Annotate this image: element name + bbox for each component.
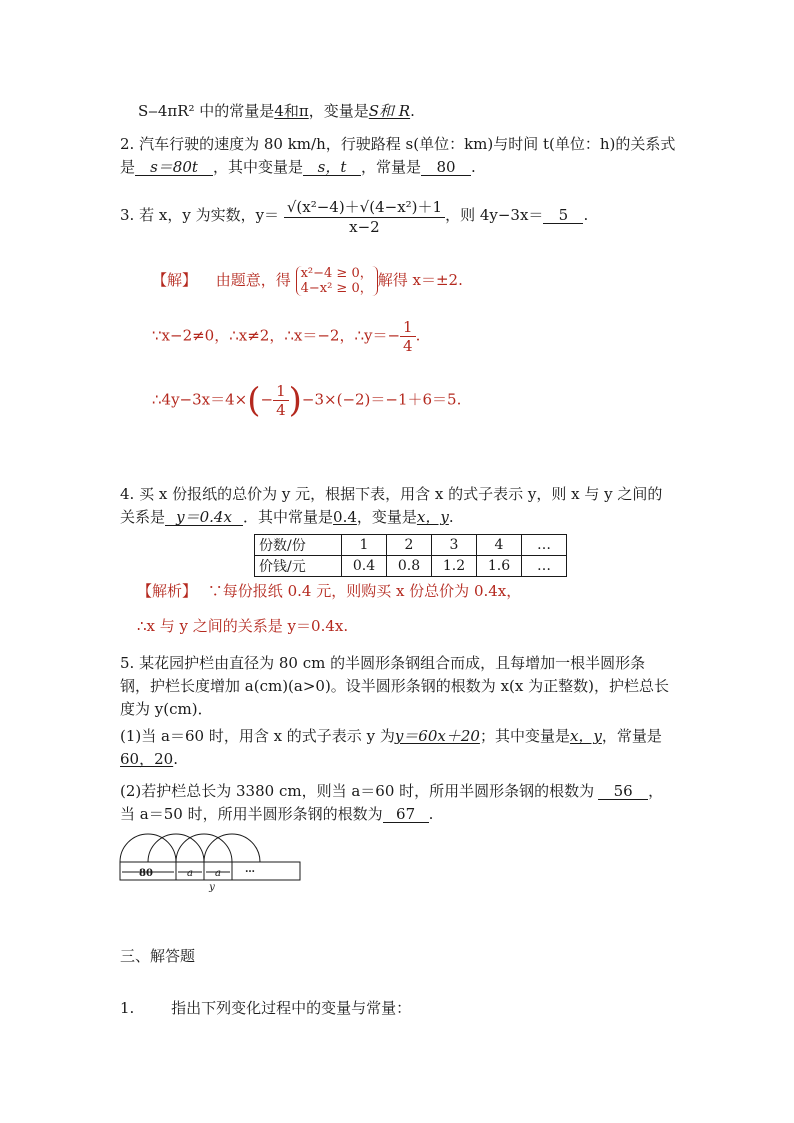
table-cell: …	[522, 535, 567, 556]
q4-line2	[120, 506, 454, 527]
q4-answer-relation: y＝0.4x	[165, 509, 243, 526]
q3-step2-end: .	[415, 326, 421, 345]
table-row	[255, 535, 567, 556]
q3-end: .	[583, 206, 589, 224]
q4-answer-variables: x，y	[416, 508, 449, 526]
q4-text2d: .	[448, 508, 454, 526]
q3-pre: 若 x，y 为实数，y＝	[139, 206, 280, 224]
q5-text3: 度为 y(cm)．	[120, 700, 213, 718]
q2-line2	[120, 156, 476, 177]
line-formula-s	[138, 100, 415, 121]
q2-number: 2.	[120, 135, 135, 153]
q3-step2-den: 4	[403, 337, 413, 355]
q3-system-eq2: 4−x² ≥ 0，	[300, 281, 373, 296]
q3-solution-a: 由题意，得	[215, 271, 291, 289]
fence-figure	[118, 828, 308, 894]
q5-text1: 某花园护栏由直径为 80 cm 的半圆形条钢组合而成，且每增加一根半圆形条	[139, 654, 646, 672]
q5-p2c: 当 a＝50 时，所用半圆形条钢的根数为	[120, 805, 383, 823]
q5-p1b: ；其中变量是	[479, 727, 570, 745]
q3-step2-fraction	[400, 318, 416, 355]
table-cell: 1	[342, 535, 387, 556]
q4-solution-line1	[137, 580, 521, 601]
table-head-copies: 份数/份	[255, 535, 342, 556]
q5-line3	[120, 698, 213, 719]
q4-price-table	[254, 534, 567, 577]
q4-solution-2: ∴x 与 y 之间的关系是 y＝0.4x.	[137, 617, 349, 635]
q3-solution-line1	[152, 266, 463, 296]
q5-line1	[120, 652, 645, 673]
table-cell: 1.2	[432, 556, 477, 577]
q4-solution-tag: 【解析】	[137, 582, 198, 600]
q3-step3-fraction	[273, 382, 289, 419]
q5-p1d: .	[173, 750, 178, 768]
q5-p1a: (1)当 a＝60 时，用含 x 的式子表示 y 为	[120, 727, 395, 745]
q4-text2a: 关系是	[120, 508, 166, 526]
q2-text2d: .	[471, 158, 476, 176]
q4-text1: 买 x 份报纸的总价为 y 元，根据下表，用含 x 的式子表示 y，则 x 与 y 之间的	[139, 485, 663, 503]
label-80: 80	[139, 868, 153, 879]
q3-step3b: −3×(−2)＝−1＋6＝5.	[301, 390, 462, 409]
line0-var-answer: S和 R	[368, 102, 411, 120]
table-cell: 4	[477, 535, 522, 556]
q2-text1: 汽车行驶的速度为 80 km/h，行驶路程 s(单位：km)与时间 t(单位：h)的关系式	[139, 135, 676, 153]
q3-step3a: ∴4y−3x＝4×	[152, 390, 248, 409]
q3-number: 3.	[120, 206, 135, 224]
q2-text2b: ，其中变量是	[213, 158, 304, 176]
q5-answer-67: 67	[383, 806, 429, 823]
section-3-title: 三、解答题	[120, 947, 196, 965]
section3-q1-number: 1.	[120, 999, 135, 1017]
label-a1: a	[187, 868, 193, 879]
table-head-price: 价钱/元	[255, 556, 342, 577]
q3-fraction	[284, 196, 445, 236]
q2-answer-variables: s，t	[303, 159, 361, 176]
q3-paren-right: )	[288, 380, 302, 421]
table-cell: 0.8	[387, 556, 432, 577]
q5-p2a: (2)若护栏总长为 3380 cm，则当 a＝60 时，所用半圆形条钢的根数为	[120, 782, 595, 800]
q3-solution-b: 解得 x＝±2.	[377, 271, 463, 289]
q2-text2c: ，常量是	[361, 158, 422, 176]
q5-p2b: ，	[648, 782, 664, 800]
q3-solution-line2	[152, 318, 420, 355]
label-dots: …	[245, 864, 255, 875]
q5-part2-line2	[120, 803, 433, 824]
table-cell: 2	[387, 535, 432, 556]
q3-solution-line3: ∴4y−3x＝4×(− $\frac{1}{4}$ )−3×(−2)＝−1＋6＝5.	[152, 380, 462, 421]
q5-answer-constants: 60，20	[120, 750, 174, 768]
q5-answer-56: 56	[598, 783, 648, 800]
q3-denominator: x−2	[349, 218, 380, 236]
q3-step3-den: 4	[276, 401, 286, 419]
line0-end: .	[410, 102, 415, 120]
q5-part2-line1	[120, 780, 663, 801]
q3-system-eq1: x²−4 ≥ 0，	[300, 266, 373, 281]
q5-number: 5.	[120, 654, 135, 672]
q3-step3-num: 1	[273, 382, 289, 401]
q3-step2-num: 1	[400, 318, 416, 337]
q5-p2d: .	[428, 805, 434, 823]
line0-text: S‒4πR² 中的常量是	[138, 102, 275, 120]
q3-mid: ，则 4y−3x＝	[445, 206, 544, 224]
section3-q1-text: 指出下列变化过程中的变量与常量：	[171, 999, 412, 1017]
label-a2: a	[215, 868, 221, 879]
table-cell: 0.4	[342, 556, 387, 577]
q3-numerator: √(x²−4)＋√(4−x²)＋1	[284, 196, 445, 218]
q5-text2: 钢，护栏长度增加 a(cm)(a>0)。设半圆形条钢的根数为 x(x 为正整数)，护栏总长	[120, 677, 669, 695]
q4-number: 4.	[120, 485, 135, 503]
q4-solution-1: ∵每份报纸 0.4 元，则购买 x 份总价为 0.4x，	[207, 582, 522, 600]
table-cell: 1.6	[477, 556, 522, 577]
q4-solution-line2	[137, 615, 348, 636]
table-cell: …	[522, 556, 567, 577]
q5-answer-formula: y＝60x＋20	[394, 727, 480, 745]
q2-answer-constant: 80	[421, 159, 471, 176]
line0-const-answer: 4和π	[274, 102, 309, 120]
label-y: y	[209, 882, 215, 893]
q3-line	[120, 196, 588, 236]
q4-line1	[120, 483, 662, 504]
q2-text2a: 是	[120, 158, 136, 176]
q2-answer-relation: s＝80t	[135, 159, 213, 176]
section-3-q1	[120, 997, 411, 1018]
q4-answer-constant: 0.4	[333, 508, 357, 526]
q5-answer-variables: x，y	[569, 727, 602, 745]
q5-p1c: ，常量是	[601, 727, 662, 745]
q5-line2	[120, 675, 669, 696]
q2-line1	[120, 133, 675, 154]
q3-step2: ∵x−2≠0，∴x≠2，∴x＝−2，∴y＝−	[152, 326, 401, 345]
q5-part1-line1	[120, 725, 662, 746]
q3-answer: 5	[543, 207, 583, 224]
q5-part1-line2	[120, 748, 178, 769]
table-cell: 3	[432, 535, 477, 556]
q3-system	[296, 266, 378, 296]
q4-text2b: ．其中常量是	[243, 508, 334, 526]
q3-paren-left: (	[247, 380, 261, 421]
q3-solution-tag: 【解】	[152, 271, 198, 289]
table-row	[255, 556, 567, 577]
q4-text2c: ，变量是	[356, 508, 417, 526]
line0-mid: ，变量是	[308, 102, 369, 120]
